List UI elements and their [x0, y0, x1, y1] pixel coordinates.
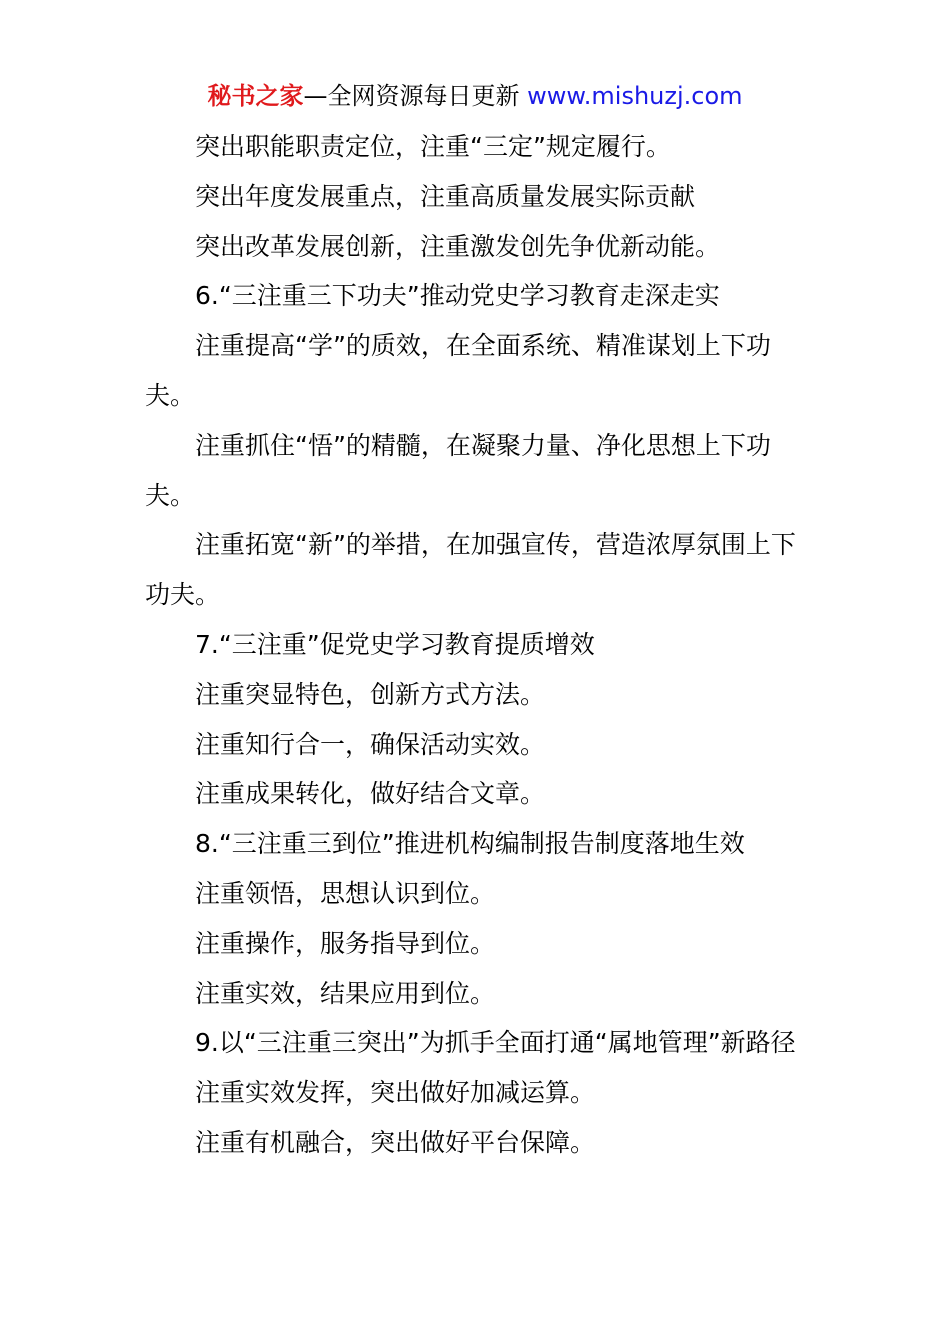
paragraph: 注重突显特色，创新方式方法。: [195, 679, 546, 709]
section-heading: 7.“三注重”促党史学习教育提质增效: [195, 629, 595, 659]
paragraph: 注重成果转化，做好结合文章。: [195, 779, 546, 809]
paragraph: 突出改革发展创新，注重激发创先争优新动能。: [195, 231, 721, 261]
site-brand: 秘书之家: [207, 82, 304, 110]
section-heading: 6.“三注重三下功夫”推动党史学习教育走深走实: [195, 281, 720, 311]
section-heading: 9.以“三注重三突出”为抓手全面打通“属地管理”新路径: [195, 1028, 796, 1058]
paragraph: 注重实效，结果应用到位。: [195, 978, 496, 1008]
document-body: [145, 122, 815, 1168]
paragraph: 注重有机融合，突出做好平台保障。: [195, 1127, 596, 1157]
paragraph: 突出职能职责定位，注重“三定”规定履行。: [195, 132, 671, 161]
paragraph: 注重拓宽“新”的举措，在加强宣传，营造浓厚氛围上下功夫。: [145, 530, 796, 610]
paragraph: 注重实效发挥，突出做好加减运算。: [195, 1078, 596, 1108]
site-url-link[interactable]: www.mishuzj.com: [527, 82, 743, 110]
paragraph: 注重提高“学”的质效，在全面系统、精准谋划上下功夫。: [145, 331, 771, 410]
paragraph: 突出年度发展重点，注重高质量发展实际贡献: [195, 181, 696, 211]
paragraph: 注重抓住“悟”的精髓，在凝聚力量、净化思想上下功夫。: [145, 430, 771, 510]
section-heading: 8.“三注重三到位”推进机构编制报告制度落地生效: [195, 829, 745, 859]
paragraph: 注重操作，服务指导到位。: [195, 928, 496, 958]
site-tagline: —全网资源每日更新: [303, 82, 520, 110]
site-header: [0, 80, 950, 112]
paragraph: 注重知行合一，确保活动实效。: [195, 729, 546, 759]
paragraph: 注重领悟，思想认识到位。: [195, 878, 496, 908]
